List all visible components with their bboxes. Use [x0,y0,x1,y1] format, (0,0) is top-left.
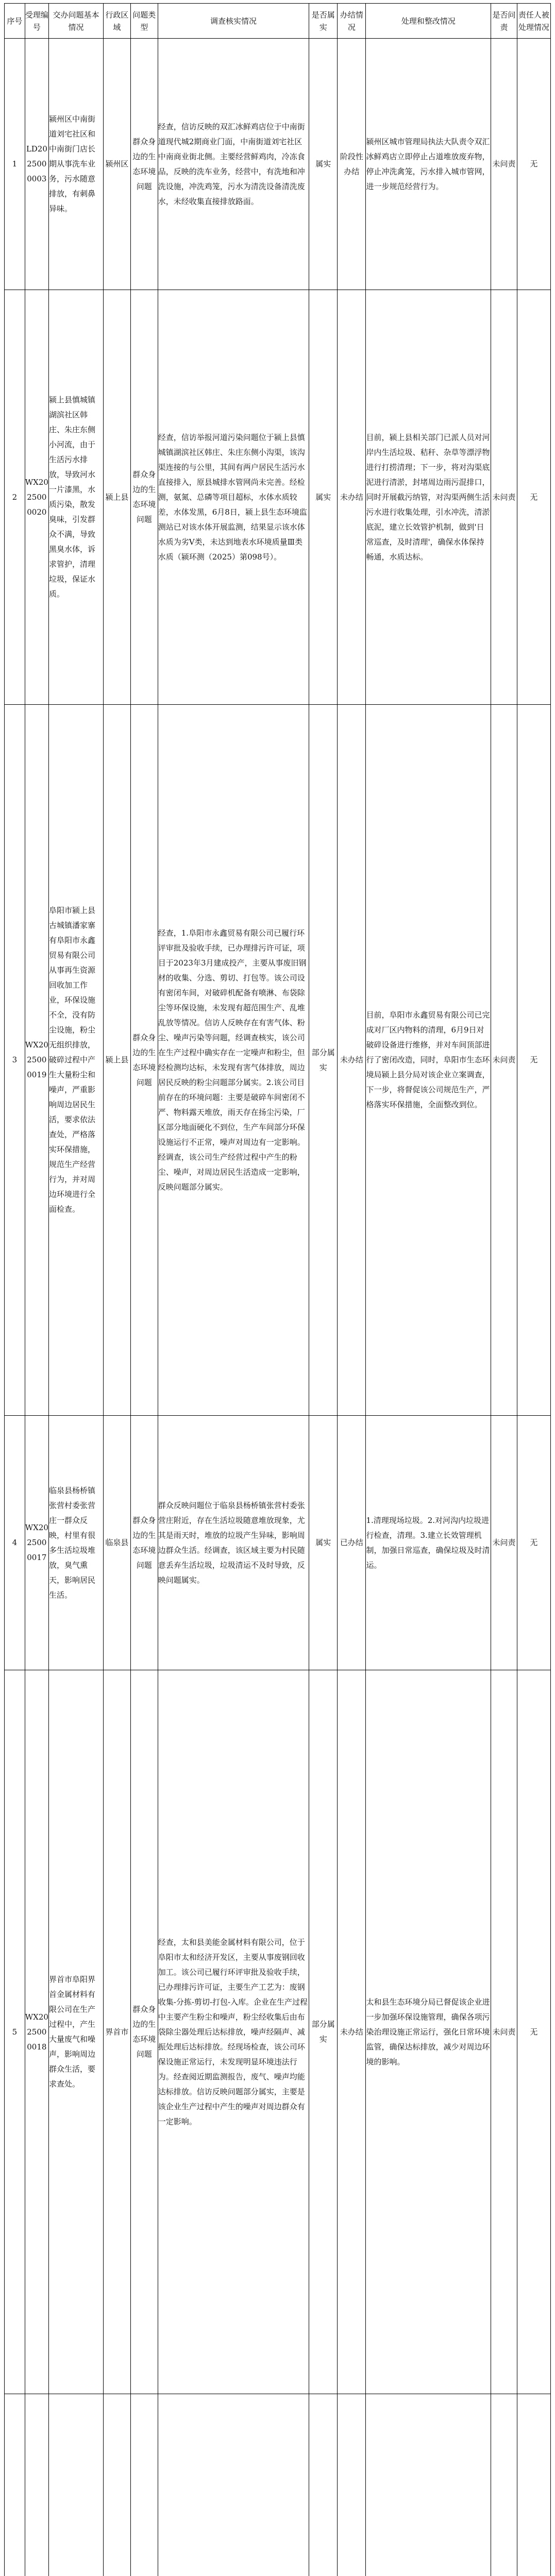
cell-type: 群众身边的生态环境问题 [130,290,158,705]
header-result: 办结情况 [338,4,366,39]
table-row [5,39,551,290]
cell-seq: 1 [5,39,25,290]
cell-region: 颍州区 [103,39,130,290]
cell-verified: 部分属实 [309,705,338,1416]
table-row [5,1416,551,1670]
cell-type: 群众身边的生态环境问题 [130,705,158,1416]
cell-content: 界首市阜阳界首金属材料有限公司在生产过程中，产生大量废气和噪声，影响周边群众生活，要求查处。 [49,1670,104,2394]
header-verified: 是否属实 [309,4,338,39]
header-seq: 序号 [5,4,25,39]
cell-verified: 部分属实 [309,1670,338,2394]
cell-content: 颍州区中南街道刘宅社区和中南街门店长期从事洗车业务，污水随意排放，有刺鼻异味。 [49,39,104,290]
cell-accountability-detail: 无 [517,290,550,705]
header-findings: 调查核实情况 [158,4,309,39]
cell-seq: 4 [5,1416,25,1670]
cell-content: 颍上县慎城镇湖滨社区韩庄、朱庄东侧小河流，由于生活污水排放，导致河水一片漆黑，水质污染，散发臭味，引发群众不满，导致黑臭水体，诉求管护，清理垃圾，保证水质。 [49,290,104,705]
cell-accountability: 未问责 [491,1670,517,2394]
cell-verified: 属实 [309,290,338,705]
header-accountability-detail: 责任人被处理情况 [517,4,550,39]
cell-result: 阶段性办结 [338,39,366,290]
cell-type: 群众身边的生态环境问题 [130,1416,158,1670]
cell-verified: 属实 [309,39,338,290]
cell-findings: 经查，1.阜阳市永鑫贸易有限公司已履行环评审批及验收手续，已办理排污许可证，项目于2023年3月建成投产，主要从事废旧钢材的收集、分选、剪切、打包等。该公司设有密闭车间，对破碎机配备有喷淋、布袋除尘等环保设施，未发现有超范围生产、乱堆乱放等情况。信访人反映存在有害气体、粉尘、噪声污染等问题，经调查核实，该公司在生产过程中确实存在一定噪声和粉尘，但经检测均达标，未发现有害气体排放，周边居民反映的粉尘问题部分属实。2.该公司目前存在的环境问题：主要是破碎车间密闭不严、物料露天堆放，雨天存在扬尘污染，厂区部分地面硬化不到位，生产车间部分环保设施运行不正常，噪声对周边有一定影响。经调查，该公司生产经营过程中产生的粉尘、噪声，对周边居民生活造成一定影响，反映问题部分属实。 [158,705,309,1416]
cell-accountability: 未问责 [491,1416,517,1670]
cell-accountability-detail: 无 [517,705,550,1416]
cell-accountability: 未问责 [491,290,517,705]
cell-region: 颍上县 [103,705,130,1416]
table-row [5,290,551,705]
cell-accountability-detail [517,2394,550,2576]
cell-case-no: LD2025000003 [25,39,48,290]
cell-rectification: 目前，阜阳市永鑫贸易有限公司已完成对厂区内物料的清理，6月9日对破碎设备进行维修，并对车间顶部进行了密闭改造，同时，阜阳市生态环境局颍上县分局对该企业立案调查，下一步，将督促该公司规范生产，严格落实环保措施，全面整改到位。 [366,705,491,1416]
cell-seq: 5 [5,1670,25,2394]
cell-case-no: WX2025000018 [25,1670,48,2394]
header-accountability: 是否问责 [491,4,517,39]
cell-case-no: WX2025000019 [25,705,48,1416]
cell-case-no [25,2394,48,2576]
table-row [5,705,551,1416]
cell-seq: 2 [5,290,25,705]
cell-findings: 群众反映问题位于临泉县杨桥镇张营村委张营庄附近，存在生活垃圾随意堆放现象，尤其是雨天时，堆放的垃圾产生异味，影响周边群众生活。经调查，该区域主要为村民随意丢弃生活垃圾，垃圾清运不及时导致，反映问题属实。 [158,1416,309,1670]
table-header-row [5,4,551,39]
cell-type [130,2394,158,2576]
cell-findings: 经查，信访举报河道污染问题位于颍上县慎城镇湖滨社区韩庄、朱庄东侧小沟渠，该沟渠连接的与公里，其间有两户居民生活污水直接排入，原县城排水管网尚未完善。经检测，氨氮、总磷等项目超标，水体水质较差，水体发黑，6月8日，颍上县生态环境监测站已对该水体开展监测，结果显示该水体水质为劣Ⅴ类，未达到地表水环境质量Ⅲ类水质（颍环测（2025）第098号）。 [158,290,309,705]
header-type: 问题类型 [130,4,158,39]
cell-type: 群众身边的生态环境问题 [130,1670,158,2394]
cell-region: 临泉县 [103,1416,130,1670]
cell-content: 临泉县杨桥镇张营村委张营庄一群众反映，村里有很多生活垃圾堆放，臭气熏天，影响居民生活。 [49,1416,104,1670]
cell-content [49,2394,104,2576]
header-region: 行政区域 [103,4,130,39]
cell-result [338,2394,366,2576]
cell-accountability: 未问责 [491,39,517,290]
cell-rectification: 目前，颍上县相关部门已派人员对河岸内生活垃圾、秸秆、杂草等漂浮物进行打捞清理；下一步，将对沟渠底泥进行清淤，封堵周边雨污混排口，同时开展截污纳管，对沟渠两侧生活污水进行收集处理，引水冲洗，清淤底泥，建立长效管护机制，做到'日常巡查，及时清理'，确保水体保持畅通，水质达标。 [366,290,491,705]
table-row [5,1670,551,2394]
cell-accountability-detail: 无 [517,1416,550,1670]
cell-accountability-detail: 无 [517,39,550,290]
table-row [5,2394,551,2576]
cell-findings: 经查，信访反映的双汇冰鲜鸡店位于中南街道现代城2期商业门面，中南街道刘宅社区中南商业街北侧。主要经营鲜鸡肉，冷冻食品，反映的洗车业务，经营中，有洗地和冲洗设施，冲洗鸡笼，污水为清洗设备清洗废水，未经收集直接排放路面。 [158,39,309,290]
cell-case-no: WX2025000020 [25,290,48,705]
cell-seq: 3 [5,705,25,1416]
cell-findings: 经查，太和县美能金属材料有限公司，位于阜阳市太和经济开发区，主要从事废钢回收加工。该公司已履行环评审批及验收手续，已办理排污许可证，主要生产工艺为：废钢收集-分拣-剪切-打包-入库。企业在生产过程中主要产生粉尘和噪声，粉尘经收集后由布袋除尘器处理后达标排放，噪声经隔声、减振处理后达标排放。经现场检查，该公司环保设施正常运行，未发现明显环境违法行为。经查阅近期监测报告，废气、噪声均能达标排放。信访反映问题部分属实，主要是该企业生产过程中产生的噪声对周边群众有一定影响。 [158,1670,309,2394]
complaint-table [4,3,551,2576]
cell-rectification: 1.清理现场垃圾。2.对河沟内垃圾进行检查，清理。3.建立长效管理机制，加强日常巡查，确保垃圾及时清运。 [366,1416,491,1670]
cell-rectification [366,2394,491,2576]
cell-rectification: 太和县生态环境分局已督促该企业进一步加强环保设施管理，确保各项污染治理设施正常运行，强化日常环境监管，确保达标排放，减少对周边环境的影响。 [366,1670,491,2394]
cell-findings [158,2394,309,2576]
header-rectification: 处理和整改情况 [366,4,491,39]
cell-result: 未办结 [338,1670,366,2394]
cell-result: 未办结 [338,705,366,1416]
cell-result: 已办结 [338,1416,366,1670]
cell-result: 未办结 [338,290,366,705]
header-case-no: 受理编号 [25,4,48,39]
cell-content: 阜阳市颍上县古城镇潘家寨有阜阳市永鑫贸易有限公司从事再生资源回收加工作业，环保设施不全，没有防尘设施，粉尘无组织排放，破碎过程中产生大量粉尘和噪声，严重影响周边居民生活，要求依法查处，严格落实环保措施，规范生产经营行为，并对周边环境进行全面检查。 [49,705,104,1416]
cell-accountability: 未问责 [491,705,517,1416]
cell-type: 群众身边的生态环境问题 [130,39,158,290]
cell-accountability [491,2394,517,2576]
cell-verified [309,2394,338,2576]
cell-region: 界首市 [103,1670,130,2394]
cell-accountability-detail: 无 [517,1670,550,2394]
cell-seq [5,2394,25,2576]
header-content: 交办问题基本情况 [49,4,104,39]
cell-region [103,2394,130,2576]
cell-case-no: WX2025000017 [25,1416,48,1670]
cell-region: 颍上县 [103,290,130,705]
document-page [0,3,555,2576]
cell-rectification: 颍州区城市管理局执法大队责令双汇冰鲜鸡店立即停止占道堆放废弃物，停止冲洗禽笼，污水排入城市管网，进一步规范经营行为。 [366,39,491,290]
cell-verified: 属实 [309,1416,338,1670]
